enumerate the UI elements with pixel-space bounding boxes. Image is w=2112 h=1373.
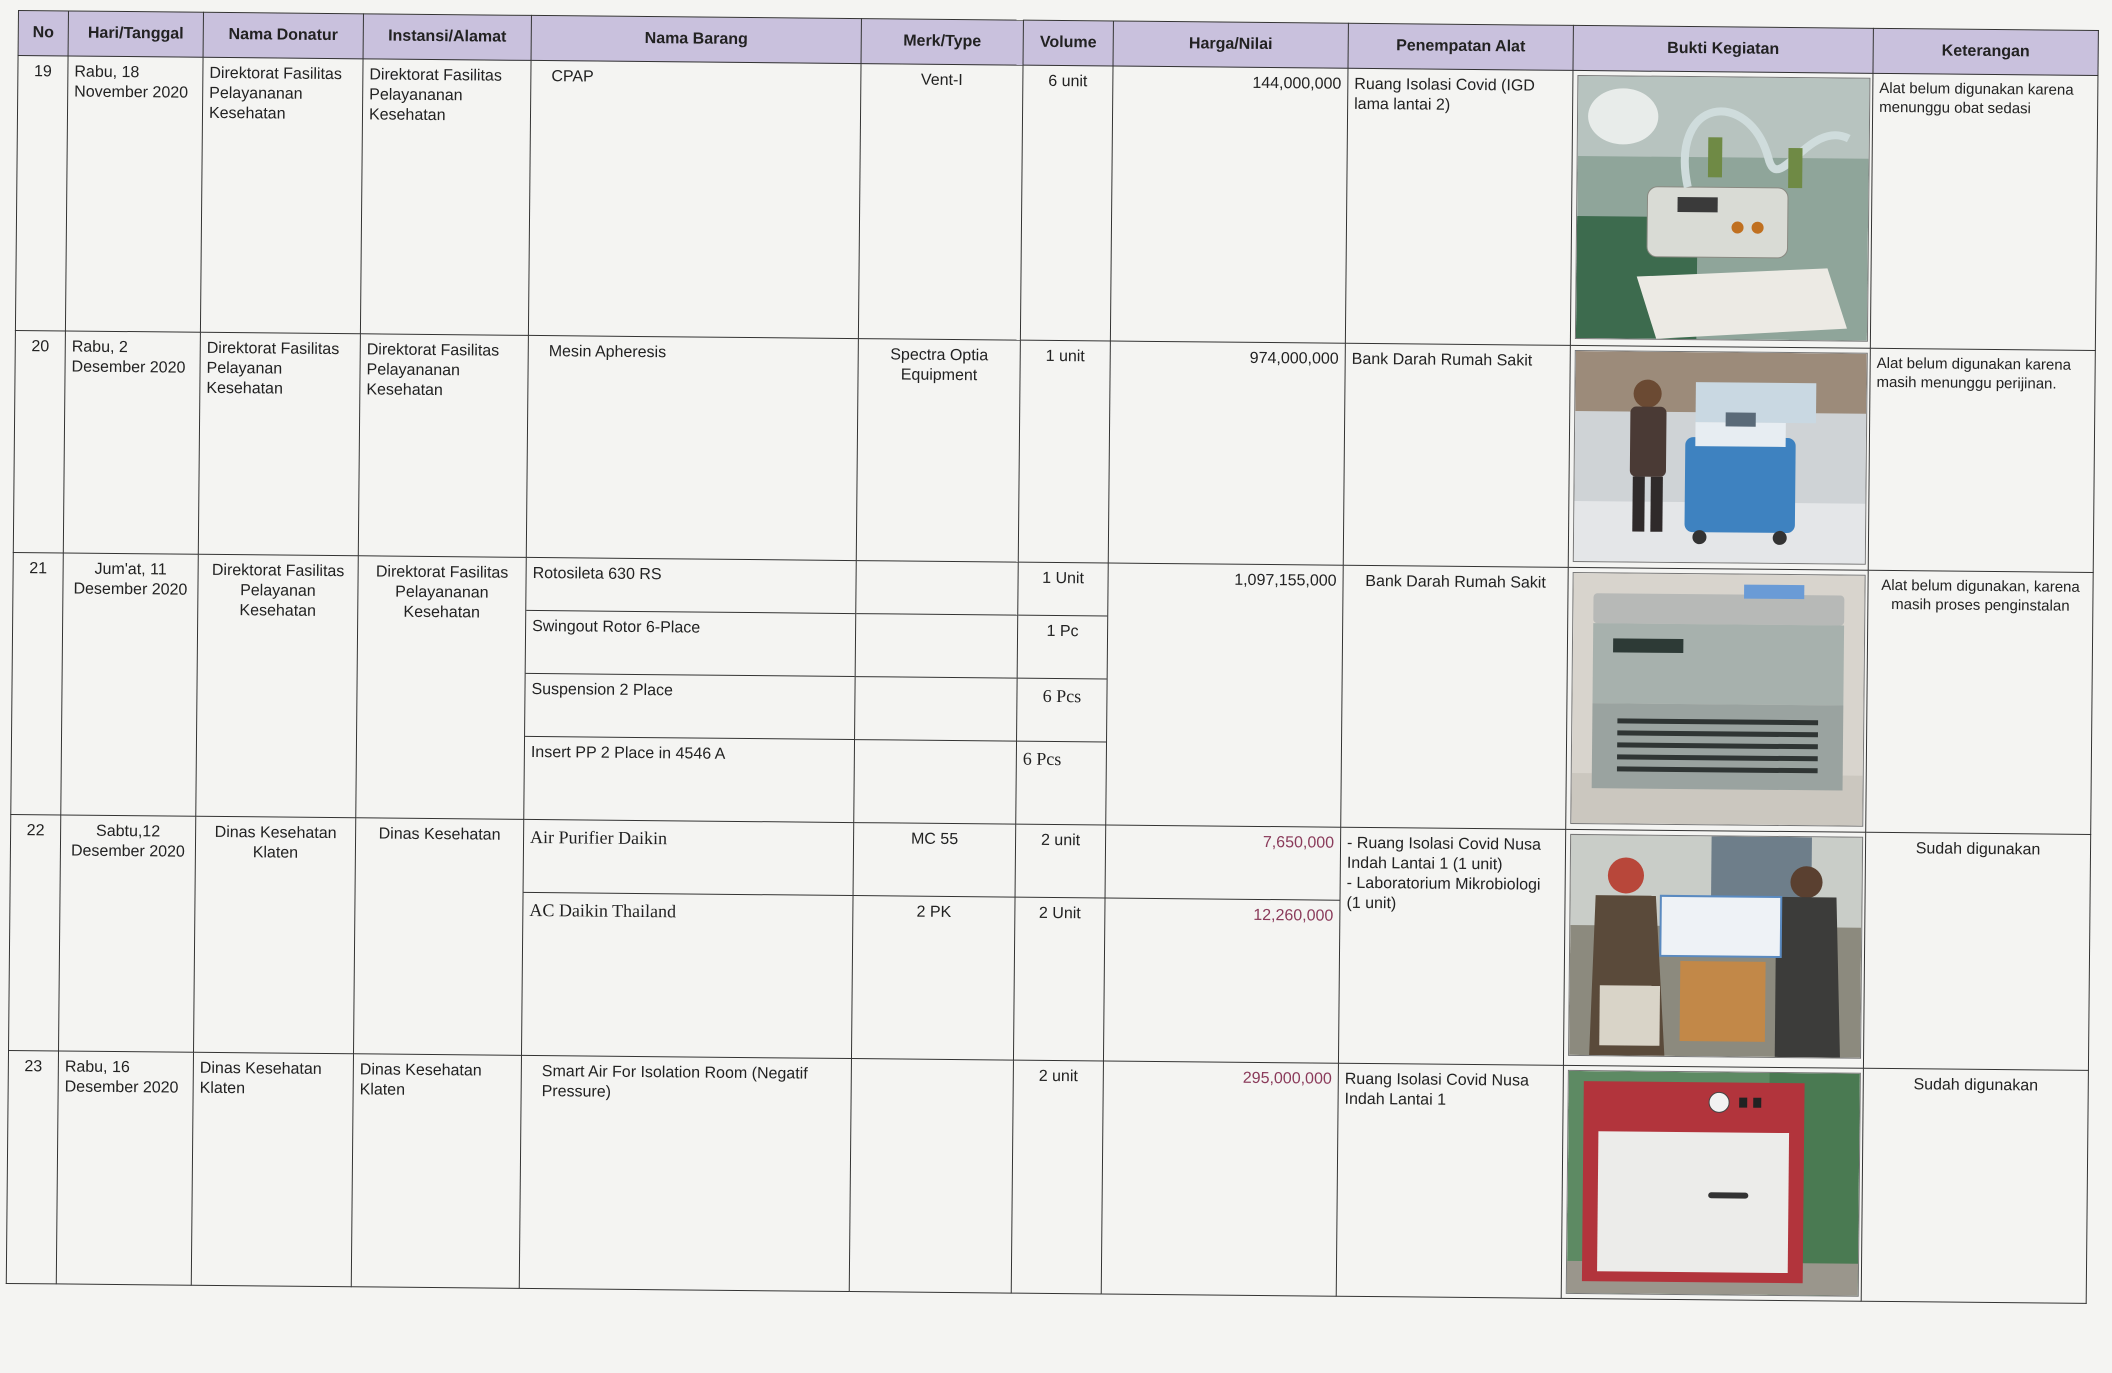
- item-name: Swingout Rotor 6-Place: [526, 610, 856, 676]
- centrifuge-photo: [1570, 572, 1865, 827]
- row-no: 19: [15, 56, 68, 331]
- row-evidence: [1563, 829, 1865, 1068]
- row-note: Alat belum digunakan, karena masih proses penginstalan: [1866, 570, 2094, 834]
- row-volume: 2 unit: [1011, 1060, 1103, 1294]
- row-price: 1,097,155,000: [1106, 563, 1344, 827]
- row-date: Rabu, 16 Desember 2020: [56, 1051, 193, 1285]
- air-unit-photo: [1566, 1070, 1861, 1297]
- header-volume: Volume: [1023, 20, 1113, 66]
- row-evidence: [1570, 70, 1873, 348]
- row-no: 21: [11, 552, 64, 814]
- item-brand: 2 PK: [852, 895, 1015, 1060]
- row-brands: [854, 561, 1019, 825]
- row-note: Sudah digunakan: [1861, 1068, 2088, 1303]
- row-volume: 1 unit: [1018, 340, 1110, 563]
- item-volume: 2 unit: [1040, 831, 1081, 850]
- apheresis-machine-photo: [1573, 350, 1868, 565]
- item-volume: 1 Pc: [1018, 615, 1108, 679]
- item-volume: 6 Pcs: [1017, 678, 1107, 742]
- table-row: [6, 1050, 2088, 1303]
- item-volume: 2 Unit: [1014, 897, 1105, 1061]
- row-institution: Direktorat Fasilitas Pelayananan Kesehatan: [356, 556, 527, 820]
- row-date: Sabtu,12 Desember 2020: [59, 815, 196, 1052]
- row-item-names: [524, 557, 856, 822]
- row-placement: - Ruang Isolasi Covid Nusa Indah Lantai 1 (1 unit) - Laboratorium Mikrobiologi (1 unit): [1338, 827, 1565, 1065]
- item-brand: [855, 676, 1017, 741]
- row-no: 22: [9, 814, 61, 1050]
- row-placement: Bank Darah Rumah Sakit: [1343, 343, 1570, 567]
- table-row: [15, 56, 2098, 351]
- row-price: 974,000,000: [1108, 341, 1345, 565]
- item-price: 7,650,000: [1262, 833, 1335, 852]
- row-evidence: [1566, 567, 1869, 832]
- row-brand: Spectra Optia Equipment: [856, 339, 1020, 563]
- item-name: Suspension 2 Place: [525, 673, 855, 739]
- item-volume: 1 Unit: [1042, 569, 1085, 588]
- row-item-name: CPAP: [528, 60, 861, 338]
- donation-report-sheet: [5, 10, 2098, 1370]
- row-note: Alat belum digunakan karena menunggu obat sedasi: [1870, 73, 2098, 350]
- header-evidence: Bukti Kegiatan: [1573, 25, 1873, 73]
- header-placement: Penempatan Alat: [1348, 23, 1573, 70]
- header-item-name: Nama Barang: [531, 15, 861, 63]
- item-brand: [856, 613, 1018, 678]
- item-brand: [854, 739, 1016, 814]
- row-placement: Ruang Isolasi Covid (IGD lama lantai 2): [1345, 68, 1573, 345]
- header-price: Harga/Nilai: [1113, 21, 1348, 68]
- item-brand: [856, 561, 1017, 615]
- item-name: Rotosileta 630 RS: [532, 564, 662, 584]
- row-date: Rabu, 2 Desember 2020: [63, 331, 200, 554]
- row-item-name: Mesin Apheresis: [526, 335, 858, 560]
- item-brand: MC 55: [910, 830, 959, 849]
- row-volume: 6 unit: [1020, 65, 1113, 341]
- cpap-machine-photo: [1575, 75, 1871, 342]
- row-price: 144,000,000: [1110, 66, 1348, 343]
- item-name: Insert PP 2 Place in 4546 A: [524, 736, 854, 812]
- header-notes: Keterangan: [1873, 28, 2098, 75]
- handover-photo: [1568, 834, 1863, 1059]
- row-no: 20: [13, 330, 65, 552]
- row-prices: [1103, 825, 1340, 1063]
- row-price: 295,000,000: [1101, 1061, 1338, 1296]
- donation-table: [6, 10, 2099, 1304]
- row-donor: Direktorat Fasilitas Pelayanan Kesehatan: [196, 554, 359, 818]
- row-evidence: [1561, 1065, 1863, 1301]
- row-item-name: Smart Air For Isolation Room (Negatif Pressure): [519, 1055, 851, 1291]
- row-donor: Dinas Kesehatan Klaten: [194, 816, 356, 1054]
- table-row: [13, 330, 2095, 572]
- row-brands: [851, 823, 1015, 1061]
- header-brand: Merk/Type: [861, 19, 1023, 66]
- item-price: 12,260,000: [1104, 897, 1340, 1062]
- header-donor: Nama Donatur: [203, 12, 363, 59]
- item-name: Air Purifier Daikin: [529, 826, 668, 849]
- row-volumes: [1016, 562, 1109, 825]
- item-name: AC Daikin Thailand: [522, 892, 853, 1058]
- row-institution: Dinas Kesehatan: [353, 818, 523, 1056]
- row-donor: Direktorat Fasilitas Pelayananan Kesehatan: [200, 57, 363, 334]
- row-volumes: [1013, 824, 1105, 1061]
- header-no: No: [18, 11, 68, 56]
- table-row: [11, 552, 2093, 834]
- row-institution: Dinas Kesehatan Klaten: [351, 1054, 521, 1289]
- row-institution: Direktorat Fasilitas Pelayananan Kesehatan: [358, 334, 528, 558]
- row-institution: Direktorat Fasilitas Pelayananan Kesehatan: [360, 59, 531, 336]
- row-placement: Bank Darah Rumah Sakit: [1341, 565, 1569, 829]
- row-note: Alat belum digunakan karena masih menunggu perijinan.: [1868, 348, 2095, 572]
- row-donor: Direktorat Fasilitas Pelayanan Kesehatan: [198, 332, 360, 556]
- row-no: 23: [6, 1050, 58, 1283]
- item-volume: 6 Pcs: [1016, 741, 1106, 815]
- header-date: Hari/Tanggal: [68, 11, 203, 57]
- row-placement: Ruang Isolasi Covid Nusa Indah Lantai 1: [1336, 1063, 1563, 1298]
- row-note: Sudah digunakan: [1863, 832, 2090, 1070]
- row-brand: Vent-I: [858, 64, 1023, 341]
- row-donor: Dinas Kesehatan Klaten: [191, 1052, 353, 1287]
- row-item-names: [521, 819, 853, 1058]
- table-row: [9, 814, 2091, 1070]
- row-date: Jum'at, 11 Desember 2020: [61, 553, 199, 816]
- row-brand: [849, 1059, 1013, 1294]
- row-evidence: [1568, 345, 1870, 570]
- row-date: Rabu, 18 November 2020: [65, 56, 203, 332]
- header-institution: Instansi/Alamat: [363, 14, 531, 61]
